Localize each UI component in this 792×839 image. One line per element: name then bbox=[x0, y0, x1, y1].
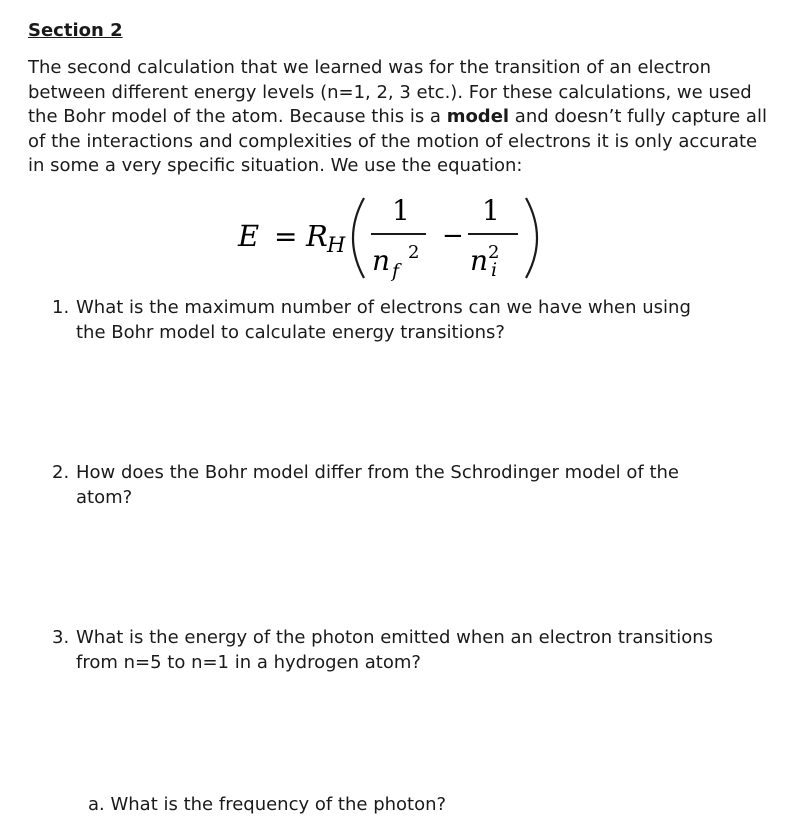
question-text: How does the Bohr model differ from the Schrodinger model of the bbox=[76, 462, 680, 483]
intro-text-1: The second calculation that we learned was for the transition of an electron between different energy levels (n=1, 2, 3 etc.). For these calculations, we used the Bohr model of the atom. Because this is a bbox=[28, 57, 752, 128]
question-text-cont: from n=5 to n=1 in a hydrogen atom? bbox=[76, 652, 421, 673]
eq-numerator-1: 1 bbox=[392, 194, 410, 227]
question-2 bbox=[52, 460, 752, 510]
eq-sub-f: f bbox=[392, 260, 400, 282]
question-text-cont: atom? bbox=[76, 487, 133, 508]
question-text: What is the energy of the photon emitted when an electron transitions bbox=[76, 627, 714, 648]
eq-n-f: n bbox=[372, 244, 391, 277]
intro-text-2: and doesn’t fully capture all of the interactions and complexities of the motion of electrons it is only accurate in some a very specific situation. We use the equation: bbox=[28, 106, 767, 177]
subquestion-a: a. What is the frequency of the photon? bbox=[88, 794, 447, 815]
intro-bold-model: model bbox=[446, 106, 510, 128]
right-paren bbox=[526, 198, 537, 278]
eq-numerator-2: 1 bbox=[482, 194, 500, 227]
eq-energy: E bbox=[238, 219, 260, 253]
eq-rydberg-sub: H bbox=[327, 233, 346, 257]
question-1 bbox=[52, 295, 752, 345]
question-number: 3. bbox=[52, 627, 70, 648]
intro-paragraph bbox=[28, 56, 768, 179]
eq-minus: − bbox=[442, 221, 464, 251]
question-text-cont: the Bohr model to calculate energy transitions? bbox=[76, 322, 505, 343]
question-3 bbox=[52, 625, 752, 675]
eq-power-i: 2 bbox=[488, 242, 500, 263]
eq-n-i: n bbox=[470, 244, 489, 277]
question-number: 2. bbox=[52, 462, 70, 483]
eq-sub-i: i bbox=[491, 259, 498, 281]
bohr-equation bbox=[236, 190, 556, 285]
question-number: 1. bbox=[52, 297, 70, 318]
question-text: What is the maximum number of electrons can we have when using bbox=[76, 297, 691, 318]
eq-equals: = bbox=[274, 220, 298, 253]
eq-rydberg: R bbox=[306, 219, 328, 253]
eq-power-f: 2 bbox=[408, 242, 420, 263]
section-heading: Section 2 bbox=[28, 20, 123, 41]
left-paren bbox=[353, 198, 364, 278]
